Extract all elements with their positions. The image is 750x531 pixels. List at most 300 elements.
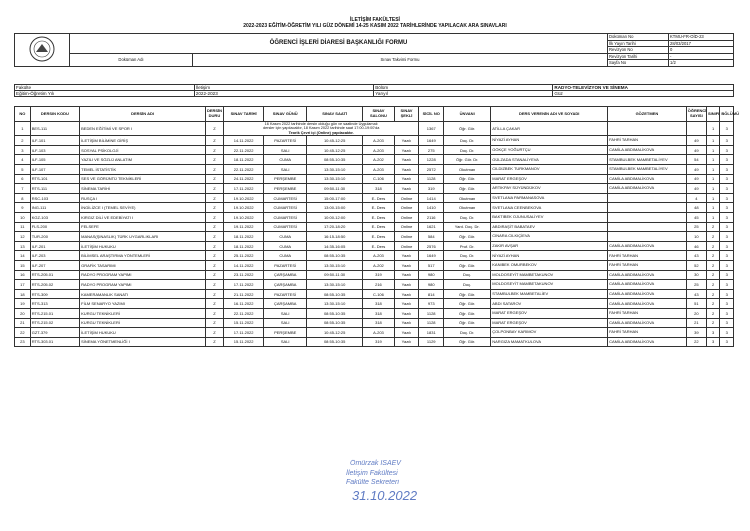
cell-unvan: Yard. Doç. Dr.	[444, 222, 491, 232]
cell-sinif: 1	[706, 203, 719, 213]
cell-name: FELSEFE	[80, 222, 206, 232]
cell-code: ILF-203	[30, 251, 79, 261]
cell-day: CUMA	[264, 155, 307, 165]
yariyil-label: Yarıyıl	[374, 91, 553, 97]
cell-bolum: 3	[720, 184, 734, 194]
cell-no: 23	[15, 337, 31, 347]
cell-room: E- Ders	[363, 212, 394, 222]
cell-time: 10:45-12:25	[307, 136, 363, 146]
cell-day: PERŞEMBE	[264, 174, 307, 184]
cell-bolum: 3	[720, 174, 734, 184]
cell-z: Z	[205, 337, 223, 347]
cell-time: 10:00-12:00	[307, 212, 363, 222]
cell-unvan: Öğr. Gör.	[444, 318, 491, 328]
cell-code: RTS-111	[30, 184, 79, 194]
table-row	[15, 184, 734, 194]
cell-sinif: 2	[706, 318, 719, 328]
cell-ogr: 21	[686, 318, 706, 328]
cell-bolum: 3	[720, 308, 734, 318]
cell-time: 08:55-10:35	[307, 289, 363, 299]
cell-no: 8	[15, 193, 31, 203]
cell-code: RTS-215.01	[30, 308, 79, 318]
cell-sicil: 584	[419, 232, 444, 242]
cell-form: Yazılı	[394, 165, 419, 175]
cell-room: E- Ders	[363, 232, 394, 242]
table-row	[15, 280, 734, 290]
cell-day: SALI	[264, 337, 307, 347]
cell-no: 16	[15, 270, 31, 280]
cell-day: CUMA	[264, 241, 307, 251]
cell-form: Yazılı	[394, 299, 419, 309]
table-row	[15, 251, 734, 261]
cell-lecturer: NİYAZİ AYHAN	[491, 251, 608, 261]
cell-sinif: 1	[706, 136, 719, 146]
cell-no: 2	[15, 136, 31, 146]
cell-form: Online	[394, 232, 419, 242]
form-header-table	[14, 33, 734, 67]
cell-time: 13:30-15:10	[307, 165, 363, 175]
cell-sinif: 3	[706, 328, 719, 338]
cell-gozetmen: CAMİLA ABDIMALİKOVA	[608, 270, 687, 280]
col-time: SINAV SAATİ	[307, 107, 363, 122]
cell-gozetmen	[608, 212, 687, 222]
cell-lecturer: STAMBULBEK MAMBETALİEV	[491, 289, 608, 299]
cell-no: 17	[15, 280, 31, 290]
cell-z: Z	[205, 184, 223, 194]
cell-sicil: 517	[419, 260, 444, 270]
cell-z: Z	[205, 232, 223, 242]
cell-lecturer: ARTIKPAY SÜYÜNDÜKOV	[491, 184, 608, 194]
cell-room: A-203	[363, 251, 394, 261]
cell-form: Yazılı	[394, 280, 419, 290]
cell-lecturer: BAKTIBEK OJUNUSALİYEV	[491, 212, 608, 222]
cell-ogr: 46	[686, 241, 706, 251]
cell-unvan: Doç. Dr.	[444, 145, 491, 155]
cell-lecturer: CINARA CILKIÇİEVA	[491, 232, 608, 242]
cell-z: Z	[205, 299, 223, 309]
cell-sinif: 1	[706, 184, 719, 194]
cell-form: Online	[394, 212, 419, 222]
cell-sinif: 1	[706, 155, 719, 165]
cell-z: Z	[205, 145, 223, 155]
cell-gozetmen	[608, 122, 687, 136]
cell-bolum: 3	[720, 241, 734, 251]
cell-time: 08:55-10:35	[307, 155, 363, 165]
stamp-role-1: İletişim Fakültesi	[346, 470, 398, 477]
cell-no: 12	[15, 232, 31, 242]
cell-z: Z	[205, 174, 223, 184]
col-date: SINAV TARİHİ	[223, 107, 263, 122]
cell-name: KURGU TEKNİKLERİ	[80, 308, 206, 318]
cell-gozetmen: CAMİLA ABDIMALİKOVA	[608, 145, 687, 155]
cell-gozetmen: CAMİLA ABDIMALİKOVA	[608, 289, 687, 299]
cell-gozetmen	[608, 222, 687, 232]
cell-z: Z	[205, 212, 223, 222]
cell-ogr: 10	[686, 232, 706, 242]
cell-gozetmen: CAMİLA ABDIMALİKOVA	[608, 241, 687, 251]
office-title: ÖĞRENCİ İŞLERİ DİARESİ BAŞKANLIĞI FORMU	[70, 34, 608, 54]
col-dersin: DERSİN DURU	[205, 107, 223, 122]
cell-date: 24.11.2022	[223, 174, 263, 184]
cell-room: A-203	[363, 145, 394, 155]
cell-code: ING-111	[30, 203, 79, 213]
col-sinif: SINIFI	[706, 107, 719, 122]
cell-day: CUMARTESİ	[264, 203, 307, 213]
cell-no: 6	[15, 174, 31, 184]
cell-sicil: 1128	[419, 318, 444, 328]
field-value: 0	[669, 47, 734, 54]
cell-form: Yazılı	[394, 328, 419, 338]
cell-name: İNGİLİZCE I (TEMEL SEVİYE)	[80, 203, 206, 213]
cell-unvan: Öğr. Gör. Dr.	[444, 155, 491, 165]
table-row	[15, 203, 734, 213]
cell-z: Z	[205, 155, 223, 165]
table-row	[15, 318, 734, 328]
cell-form: Online	[394, 193, 419, 203]
cell-ogr: 30	[686, 270, 706, 280]
cell-sicil: 1414	[419, 193, 444, 203]
cell-gozetmen: CAMİLA ABDIMALİKOVA	[608, 337, 687, 347]
cell-sinif: 2	[706, 260, 719, 270]
cell-form: Yazılı	[394, 155, 419, 165]
cell-unvan: Öğr. Gör.	[444, 122, 491, 136]
cell-unvan: Okutman	[444, 193, 491, 203]
col-form: SINAV ŞEKLİ	[394, 107, 419, 122]
cell-gozetmen: CAMİLA ABDIMALİKOVA	[608, 174, 687, 184]
table-row	[15, 232, 734, 242]
cell-lecturer: SVETLANA CEENBEKOVA	[491, 203, 608, 213]
cell-day: ÇARŞAMBA	[264, 280, 307, 290]
cell-z: Z	[205, 222, 223, 232]
cell-form: Yazılı	[394, 337, 419, 347]
exam-schedule-table	[14, 106, 739, 347]
cell-unvan: Öğr. Gör.	[444, 260, 491, 270]
cell-gozetmen: FAHRİ TARHAN	[608, 136, 687, 146]
cell-sinif: 1	[706, 212, 719, 222]
cell-day: PAZARTESİ	[264, 260, 307, 270]
cell-ogr: 49	[686, 165, 706, 175]
cell-z: Z	[205, 328, 223, 338]
cell-lecturer: MARAT ERGEŞOV	[491, 318, 608, 328]
field-value: 28/03/2017	[669, 40, 734, 47]
cell-gozetmen	[608, 193, 687, 203]
table-row	[15, 337, 734, 347]
cell-form: Online	[394, 241, 419, 251]
cell-day: SALI	[264, 145, 307, 155]
cell-day: SALI	[264, 308, 307, 318]
cell-ogr: 20	[686, 308, 706, 318]
cell-gozetmen: FAHRİ TARHAN	[608, 260, 687, 270]
cell-unvan: Doç. Dr.	[444, 136, 491, 146]
cell-gozetmen: STAMBULBEK MAMBETALİYEV	[608, 165, 687, 175]
cell-unvan: Doç. Dr.	[444, 328, 491, 338]
exam-note	[223, 122, 418, 136]
cell-lecturer: GÖKÇE YOĞURTÇU	[491, 145, 608, 155]
exam-note-line: 16 Kasım 2022 tarihinde dersin olduğu gün ve saatinde Uygulamalı	[264, 122, 378, 126]
field-value: 1/2	[669, 60, 734, 67]
cell-sicil: 1129	[419, 337, 444, 347]
cell-day: SALI	[264, 318, 307, 328]
cell-bolum: 3	[720, 318, 734, 328]
cell-no: 19	[15, 299, 31, 309]
cell-date: 19.10.2022	[223, 212, 263, 222]
cell-sicil: 275	[419, 145, 444, 155]
cell-unvan: Öğr. Gör.	[444, 174, 491, 184]
cell-sinif: 2	[706, 241, 719, 251]
cell-bolum: 3	[720, 270, 734, 280]
table-row	[15, 212, 734, 222]
cell-room: A-202	[363, 155, 394, 165]
table-row	[15, 155, 734, 165]
cell-unvan: Doç. Dr.	[444, 212, 491, 222]
col-sicil: SİCİL NO	[419, 107, 444, 122]
cell-bolum: 3	[720, 289, 734, 299]
cell-name: SİNEMA YÖNETMENLİĞİ I	[80, 337, 206, 347]
cell-sinif: 3	[706, 337, 719, 347]
cell-form: Yazılı	[394, 308, 419, 318]
cell-ogr: 51	[686, 299, 706, 309]
cell-name: RADYO PROGRAM YAPIMI	[80, 280, 206, 290]
cell-sicil: 980	[419, 280, 444, 290]
field-label: Doküman No	[608, 34, 669, 41]
table-row	[15, 289, 734, 299]
table-row	[15, 299, 734, 309]
cell-ogr: 43	[686, 289, 706, 299]
cell-sinif: 1	[706, 165, 719, 175]
table-row	[15, 260, 734, 270]
cell-no: 22	[15, 328, 31, 338]
cell-date: 25.11.2022	[223, 251, 263, 261]
col-room: SINAV SALONU	[363, 107, 394, 122]
cell-room: E- Ders	[363, 193, 394, 203]
cell-day: CUMARTESİ	[264, 212, 307, 222]
cell-ogr: 43	[686, 251, 706, 261]
cell-gozetmen: CAMİLA ABDIMALİKOVA	[608, 299, 687, 309]
document-subtitle: 2022-2023 EĞİTİM-ÖĞRETİM YILI GÜZ DÖNEMİ 14-25 KASIM 2022 TARİHLERİNDE YAPILACAK ARA SINAVLARI	[243, 23, 507, 29]
cell-room: C-106	[363, 289, 394, 299]
cell-ogr: 49	[686, 145, 706, 155]
cell-code: ILF-101	[30, 136, 79, 146]
cell-no: 21	[15, 318, 31, 328]
table-row	[15, 136, 734, 146]
cell-unvan: Doç.	[444, 280, 491, 290]
cell-z: Z	[205, 280, 223, 290]
bolum-value: RADYO-TELEVİZYON VE SİNEMA	[553, 85, 734, 91]
cell-z: Z	[205, 270, 223, 280]
cell-unvan: Okutman	[444, 203, 491, 213]
cell-code: FLS-200	[30, 222, 79, 232]
cell-time: 16:15-18:50	[307, 232, 363, 242]
cell-sicil: 1621	[419, 222, 444, 232]
cell-unvan: Öğr. Gör.	[444, 184, 491, 194]
col-day: SINAV GÜNÜ	[264, 107, 307, 122]
cell-bolum: 3	[720, 122, 734, 136]
field-label: Sayfa No	[608, 60, 669, 67]
col-no: NO	[15, 107, 31, 122]
cell-bolum: 3	[720, 193, 734, 203]
cell-date: 22.11.2022	[223, 308, 263, 318]
cell-bolum: 3	[720, 212, 734, 222]
cell-code: RTS-309	[30, 289, 79, 299]
cell-gozetmen: CAMİLA ABDIMALİKOVA	[608, 184, 687, 194]
cell-name: TEMEL İSTATİSTİK	[80, 165, 206, 175]
cell-sicil: 1410	[419, 203, 444, 213]
cell-sinif: 2	[706, 232, 719, 242]
cell-no: 18	[15, 289, 31, 299]
cell-sicil: 2116	[419, 212, 444, 222]
cell-gozetmen: CAMİLA ABDIMALİKOVA	[608, 280, 687, 290]
col-bolum: BÖLÜMÜ	[720, 107, 734, 122]
cell-bolum: 3	[720, 251, 734, 261]
cell-room: 319	[363, 337, 394, 347]
cell-date: 15.11.2022	[223, 337, 263, 347]
cell-bolum: 3	[720, 145, 734, 155]
cell-code: ILF-207	[30, 260, 79, 270]
cell-gozetmen: CAMİLA ABDIMALİKOVA	[608, 318, 687, 328]
cell-unvan: Prof. Dr.	[444, 241, 491, 251]
cell-name: İLETİŞİM BİLİMİNE GİRİŞ	[80, 136, 206, 146]
cell-date: 21.11.2022	[223, 289, 263, 299]
cell-name: SES VE GÖRÜNTÜ TEKNİKLERİ	[80, 174, 206, 184]
cell-code: RTS-101	[30, 174, 79, 184]
cell-date: 19.11.2022	[223, 222, 263, 232]
table-row	[15, 122, 734, 136]
cell-lecturer: ABDIRAŞİT BABATAEV	[491, 222, 608, 232]
cell-code: RTS-215.02	[30, 318, 79, 328]
cell-day: SALI	[264, 165, 307, 175]
cell-time: 10:45-12:25	[307, 328, 363, 338]
cell-room: C-106	[363, 174, 394, 184]
cell-sinif: 2	[706, 222, 719, 232]
cell-no: 14	[15, 251, 31, 261]
cell-time: 17:20-18:20	[307, 222, 363, 232]
cell-day: PAZARTESİ	[264, 136, 307, 146]
cell-date: 14.11.2022	[223, 260, 263, 270]
cell-sinif: 2	[706, 280, 719, 290]
cell-time: 14:35-16:05	[307, 241, 363, 251]
cell-sinif: 2	[706, 308, 719, 318]
cell-day: CUMARTESİ	[264, 222, 307, 232]
cell-room: E- Ders	[363, 203, 394, 213]
cell-gozetmen: FAHRİ TARHAN	[608, 328, 687, 338]
cell-no: 3	[15, 145, 31, 155]
cell-code: KGZ-103	[30, 212, 79, 222]
cell-no: 13	[15, 241, 31, 251]
cell-name: KIRGIZ DİLİ VE EDEBİYATI I	[80, 212, 206, 222]
cell-time: 15:00-17:00	[307, 193, 363, 203]
cell-time: 08:55-10:35	[307, 251, 363, 261]
table-row	[15, 193, 734, 203]
cell-form: Yazılı	[394, 289, 419, 299]
yariyil-value: Güz	[553, 91, 734, 97]
cell-z: Z	[205, 318, 223, 328]
field-label: Revizyon No	[608, 47, 669, 54]
cell-sinif: 2	[706, 251, 719, 261]
cell-date: 18.11.2022	[223, 232, 263, 242]
fakulte-label: Fakülte	[15, 85, 195, 91]
cell-unvan: Öğr. Gör.	[444, 232, 491, 242]
cell-date: 19.10.2022	[223, 203, 263, 213]
cell-z: Z	[205, 260, 223, 270]
cell-form: Yazılı	[394, 260, 419, 270]
cell-bolum: 3	[720, 328, 734, 338]
cell-form: Online	[394, 222, 419, 232]
cell-date: 22.11.2022	[223, 145, 263, 155]
exam-note-line: dersler için yapılacaktır, 18 Kasım 2022 tarihinde saat 17:00-19:00'da	[262, 126, 380, 131]
cell-code: RTS-313	[30, 299, 79, 309]
cell-bolum: 3	[720, 299, 734, 309]
cell-lecturer: NİYAZİ AYHAN	[491, 136, 608, 146]
cell-room: 318	[363, 318, 394, 328]
cell-time: 13:30-15:10	[307, 174, 363, 184]
cell-room: 319	[363, 270, 394, 280]
cell-unvan: Doç.	[444, 270, 491, 280]
cell-time: 13:30-15:10	[307, 280, 363, 290]
cell-unvan: Doç. Dr.	[444, 251, 491, 261]
cell-no: 7	[15, 184, 31, 194]
col-code: DERSIN KODU	[30, 107, 79, 122]
cell-no: 20	[15, 308, 31, 318]
col-ogrenci: ÖĞRENCİ SAYISI	[686, 107, 706, 122]
cell-time: 08:55-10:35	[307, 318, 363, 328]
cell-room: A-202	[363, 260, 394, 270]
cell-no: 15	[15, 260, 31, 270]
cell-lecturer: ATİLLA ÇAKAR	[491, 122, 608, 136]
cell-day: ÇARŞAMBA	[264, 299, 307, 309]
cell-form: Yazılı	[394, 270, 419, 280]
cell-gozetmen: FAHRİ TARHAN	[608, 308, 687, 318]
cell-unvan: Öğr. Gör.	[444, 308, 491, 318]
cell-no: 1	[15, 122, 31, 136]
field-label: Revizyon Tarihi	[608, 53, 669, 60]
cell-gozetmen	[608, 232, 687, 242]
cell-name: BEDEN EĞİTİMİ VE SPOR I	[80, 122, 206, 136]
cell-room: 318	[363, 308, 394, 318]
cell-date: 14.11.2022	[223, 136, 263, 146]
cell-room: 216	[363, 280, 394, 290]
cell-lecturer: MOLDOSEYİT MAMBETAKUNOV	[491, 270, 608, 280]
cell-room: 318	[363, 299, 394, 309]
col-name: DERSİN ADI	[80, 107, 206, 122]
cell-room: A-203	[363, 165, 394, 175]
cell-lecturer: CILDIZBEK TURKMANOV	[491, 165, 608, 175]
cell-name: SİNEMA TARİHİ	[80, 184, 206, 194]
yil-label: Eğitim-Öğretim Yılı	[15, 91, 195, 97]
cell-ogr: 22	[686, 337, 706, 347]
cell-sicil: 814	[419, 289, 444, 299]
cell-sicil: 1831	[419, 328, 444, 338]
cell-sicil: 1649	[419, 251, 444, 261]
table-row	[15, 145, 734, 155]
cell-time: 08:55-10:35	[307, 308, 363, 318]
cell-no: 9	[15, 203, 31, 213]
cell-z: Z	[205, 289, 223, 299]
cell-code: RTS-205.02	[30, 280, 79, 290]
cell-bolum: 3	[720, 222, 734, 232]
cell-form: Yazılı	[394, 318, 419, 328]
table-row	[15, 270, 734, 280]
bolum-label: Bölüm	[374, 85, 553, 91]
cell-z: Z	[205, 136, 223, 146]
cell-day: CUMA	[264, 232, 307, 242]
cell-sinif: 2	[706, 289, 719, 299]
cell-room: A-203	[363, 136, 394, 146]
faculty-title: İLETİŞİM FAKÜLTESİ	[350, 17, 400, 23]
cell-date: 23.11.2022	[223, 270, 263, 280]
cell-ogr	[686, 122, 706, 136]
cell-sicil: 319	[419, 184, 444, 194]
cell-gozetmen: FAHRİ TARHAN	[608, 251, 687, 261]
